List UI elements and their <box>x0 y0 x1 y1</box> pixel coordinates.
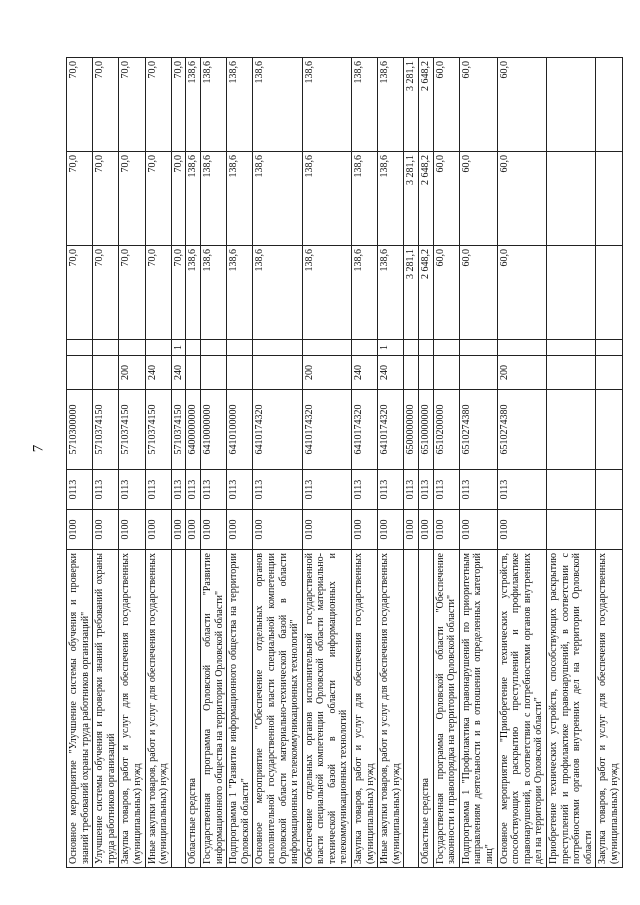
row-section-code: 0100 <box>93 510 119 550</box>
table-row <box>546 58 595 868</box>
row-subsection-code: 0113 <box>459 470 497 510</box>
row-amount-year1: 138,6 <box>186 246 201 340</box>
table-row <box>200 58 226 868</box>
row-subsection-code: 0113 <box>227 470 253 510</box>
row-kosgu <box>93 340 119 356</box>
row-expense-type <box>419 356 434 390</box>
row-kosgu <box>596 340 622 356</box>
row-expense-type <box>459 356 497 390</box>
row-expense-type: 200 <box>497 356 546 390</box>
row-amount-year3 <box>546 58 595 152</box>
row-amount-year3: 70,0 <box>67 58 93 152</box>
row-subsection-code: 0113 <box>419 470 434 510</box>
table-row <box>433 58 459 868</box>
row-section-code: 0100 <box>404 510 419 550</box>
row-target-article: 5710374150 <box>119 390 145 470</box>
row-target-article: 6510274380 <box>497 390 546 470</box>
row-expense-type <box>546 356 595 390</box>
row-amount-year3: 138,6 <box>378 58 404 152</box>
table-row <box>352 58 378 868</box>
row-amount-year2: 60,0 <box>433 152 459 246</box>
row-expense-type <box>253 356 302 390</box>
table-row <box>378 58 404 868</box>
row-subsection-code: 0113 <box>302 470 351 510</box>
row-kosgu <box>145 340 171 356</box>
row-amount-year2: 70,0 <box>171 152 186 246</box>
row-subsection-code: 0113 <box>497 470 546 510</box>
row-description: Государственная программа Орловской области "Развитие информационного общества на территории Орловской области" <box>200 550 226 868</box>
row-amount-year3 <box>596 58 622 152</box>
table-row <box>404 58 419 868</box>
row-description <box>171 550 186 868</box>
page-number: 7 <box>30 444 47 453</box>
row-amount-year1: 138,6 <box>352 246 378 340</box>
row-amount-year1: 70,0 <box>93 246 119 340</box>
row-amount-year3: 70,0 <box>119 58 145 152</box>
row-subsection-code: 0113 <box>433 470 459 510</box>
row-expense-type <box>404 356 419 390</box>
row-subsection-code: 0113 <box>93 470 119 510</box>
row-expense-type <box>433 356 459 390</box>
row-amount-year3: 138,6 <box>352 58 378 152</box>
table-row <box>497 58 546 868</box>
row-amount-year3: 70,0 <box>171 58 186 152</box>
budget-table-body <box>67 58 623 868</box>
row-expense-type: 240 <box>378 356 404 390</box>
row-kosgu <box>227 340 253 356</box>
row-target-article <box>546 390 595 470</box>
row-description: Государственная программа Орловской области "Обеспечение законности и правопорядка на территории Орловской области" <box>433 550 459 868</box>
row-amount-year2: 70,0 <box>119 152 145 246</box>
row-description: Иные закупки товаров, работ и услуг для обеспечения государственных (муниципальных) нужд <box>378 550 404 868</box>
row-amount-year2: 138,6 <box>227 152 253 246</box>
row-target-article: 6410174320 <box>378 390 404 470</box>
row-section-code: 0100 <box>186 510 201 550</box>
row-expense-type <box>186 356 201 390</box>
row-description: Закупка товаров, работ и услуг для обеспечения государственных (муниципальных) нужд <box>119 550 145 868</box>
row-section-code: 0100 <box>419 510 434 550</box>
row-amount-year1: 70,0 <box>67 246 93 340</box>
row-expense-type <box>93 356 119 390</box>
row-section-code: 0100 <box>433 510 459 550</box>
row-description: Подпрограмма 1 "Развитие информационного общества на территории Орловской области" <box>227 550 253 868</box>
row-section-code: 0100 <box>253 510 302 550</box>
row-target-article: 6410174320 <box>302 390 351 470</box>
table-row <box>145 58 171 868</box>
row-amount-year2: 138,6 <box>302 152 351 246</box>
row-kosgu <box>253 340 302 356</box>
row-section-code: 0100 <box>171 510 186 550</box>
table-row <box>302 58 351 868</box>
row-expense-type: 200 <box>119 356 145 390</box>
row-section-code <box>596 510 622 550</box>
row-amount-year2: 2 648,2 <box>419 152 434 246</box>
row-amount-year1: 2 648,2 <box>419 246 434 340</box>
row-amount-year3: 138,6 <box>302 58 351 152</box>
row-amount-year1 <box>596 246 622 340</box>
row-subsection-code <box>546 470 595 510</box>
row-expense-type: 240 <box>145 356 171 390</box>
row-target-article: 6410000000 <box>200 390 226 470</box>
row-description: Закупка товаров, работ и услуг для обеспечения государственных (муниципальных) нужд <box>596 550 622 868</box>
table-row <box>253 58 302 868</box>
row-section-code: 0100 <box>145 510 171 550</box>
row-section-code: 0100 <box>497 510 546 550</box>
row-kosgu <box>119 340 145 356</box>
row-section-code: 0100 <box>459 510 497 550</box>
row-section-code: 0100 <box>200 510 226 550</box>
row-subsection-code: 0113 <box>186 470 201 510</box>
row-amount-year1 <box>546 246 595 340</box>
row-amount-year1: 138,6 <box>378 246 404 340</box>
row-amount-year3: 3 281,1 <box>404 58 419 152</box>
row-amount-year3: 138,6 <box>200 58 226 152</box>
table-row <box>93 58 119 868</box>
row-expense-type: 240 <box>171 356 186 390</box>
row-subsection-code: 0113 <box>404 470 419 510</box>
row-kosgu <box>433 340 459 356</box>
table-row <box>186 58 201 868</box>
row-section-code: 0100 <box>227 510 253 550</box>
row-amount-year2: 138,6 <box>200 152 226 246</box>
table-row <box>596 58 622 868</box>
row-kosgu <box>497 340 546 356</box>
row-amount-year2: 60,0 <box>497 152 546 246</box>
row-kosgu <box>67 340 93 356</box>
row-amount-year3: 138,6 <box>186 58 201 152</box>
row-description <box>404 550 419 868</box>
row-amount-year3: 2 648,2 <box>419 58 434 152</box>
row-target-article: 5710374150 <box>171 390 186 470</box>
row-kosgu <box>302 340 351 356</box>
row-amount-year1: 3 281,1 <box>404 246 419 340</box>
row-amount-year1: 70,0 <box>145 246 171 340</box>
row-subsection-code: 0113 <box>119 470 145 510</box>
row-kosgu <box>546 340 595 356</box>
row-kosgu: 1 <box>378 340 404 356</box>
row-description: Основное мероприятие "Приобретение технических устройств, способствующих раскрытию преступлений и профилактике правонарушений, в соответствии с потребностями органов внутренних дел на территории Орловской области" <box>497 550 546 868</box>
row-amount-year3: 60,0 <box>497 58 546 152</box>
row-subsection-code: 0113 <box>67 470 93 510</box>
row-kosgu <box>419 340 434 356</box>
row-description: Подпрограмма 1 "Профилактика правонарушений по приоритетным направлениям деятельности и в отношении определенных категорий лиц" <box>459 550 497 868</box>
row-description: Обеспечение отдельных органов исполнительной государственной власти специальной компетенции Орловской области материально-технической базой в области информационных и телекоммуникационных технологий <box>302 550 351 868</box>
row-target-article: 5710374150 <box>93 390 119 470</box>
row-expense-type: 200 <box>302 356 351 390</box>
row-amount-year1: 60,0 <box>433 246 459 340</box>
row-subsection-code: 0113 <box>352 470 378 510</box>
row-subsection-code: 0113 <box>253 470 302 510</box>
row-target-article: 6510200000 <box>433 390 459 470</box>
row-description: Иные закупки товаров, работ и услуг для обеспечения государственных (муниципальных) нужд <box>145 550 171 868</box>
row-target-article: 6410100000 <box>227 390 253 470</box>
row-subsection-code: 0113 <box>378 470 404 510</box>
row-target-article: 6510274380 <box>459 390 497 470</box>
row-section-code: 0100 <box>378 510 404 550</box>
row-description: Областные средства <box>186 550 201 868</box>
row-amount-year1: 138,6 <box>227 246 253 340</box>
row-amount-year3: 138,6 <box>253 58 302 152</box>
row-description: Основное мероприятие "Обеспечение отдельных органов исполнительной государственной власти специальной компетенции Орловской области материально-технической базой в области информационных и телекоммуникационных технологий" <box>253 550 302 868</box>
row-description: Приобретение технических устройств, способствующих раскрытию преступлений и профилактике правонарушений, в соответствии с потребностями органов внутренних дел на территории Орловской области <box>546 550 595 868</box>
row-amount-year2: 138,6 <box>378 152 404 246</box>
row-amount-year3: 60,0 <box>459 58 497 152</box>
table-row <box>227 58 253 868</box>
row-amount-year3: 70,0 <box>145 58 171 152</box>
row-section-code <box>546 510 595 550</box>
table-row <box>67 58 93 868</box>
row-target-article: 5710300000 <box>67 390 93 470</box>
row-target-article: 5710374150 <box>145 390 171 470</box>
row-description: Закупка товаров, работ и услуг для обеспечения государственных (муниципальных) нужд <box>352 550 378 868</box>
row-subsection-code: 0113 <box>200 470 226 510</box>
row-section-code: 0100 <box>302 510 351 550</box>
row-expense-type <box>67 356 93 390</box>
row-section-code: 0100 <box>352 510 378 550</box>
row-kosgu <box>352 340 378 356</box>
row-kosgu <box>200 340 226 356</box>
row-target-article <box>596 390 622 470</box>
row-kosgu <box>459 340 497 356</box>
row-subsection-code <box>596 470 622 510</box>
row-expense-type <box>596 356 622 390</box>
row-description: Улучшение системы обучения и проверки знаний требований охраны труда работников организаций <box>93 550 119 868</box>
row-amount-year1: 138,6 <box>253 246 302 340</box>
row-amount-year2: 138,6 <box>352 152 378 246</box>
row-amount-year1: 60,0 <box>497 246 546 340</box>
table-row <box>459 58 497 868</box>
row-amount-year2: 70,0 <box>93 152 119 246</box>
table-row <box>119 58 145 868</box>
row-amount-year1: 138,6 <box>200 246 226 340</box>
row-expense-type <box>200 356 226 390</box>
row-subsection-code: 0113 <box>171 470 186 510</box>
row-description: Основное мероприятие "Улучшение системы обучения и проверки знаний требований охраны труда работников организаций" <box>67 550 93 868</box>
row-amount-year1: 70,0 <box>119 246 145 340</box>
row-amount-year2: 138,6 <box>253 152 302 246</box>
table-row <box>419 58 434 868</box>
row-target-article: 6510000000 <box>419 390 434 470</box>
row-expense-type <box>227 356 253 390</box>
row-kosgu: 1 <box>171 340 186 356</box>
row-kosgu <box>186 340 201 356</box>
row-section-code: 0100 <box>67 510 93 550</box>
budget-table <box>66 57 623 868</box>
row-expense-type: 240 <box>352 356 378 390</box>
row-amount-year2: 3 281,1 <box>404 152 419 246</box>
row-amount-year2 <box>596 152 622 246</box>
row-amount-year3: 138,6 <box>227 58 253 152</box>
row-amount-year2: 70,0 <box>67 152 93 246</box>
row-amount-year3: 70,0 <box>93 58 119 152</box>
row-description: Областные средства <box>419 550 434 868</box>
row-target-article: 6400000000 <box>186 390 201 470</box>
row-target-article: 6410174320 <box>253 390 302 470</box>
row-amount-year2: 138,6 <box>186 152 201 246</box>
rotated-page-content <box>66 58 620 868</box>
row-kosgu <box>404 340 419 356</box>
row-amount-year1: 60,0 <box>459 246 497 340</box>
row-amount-year1: 138,6 <box>302 246 351 340</box>
row-target-article: 6500000000 <box>404 390 419 470</box>
row-section-code: 0100 <box>119 510 145 550</box>
row-amount-year2: 60,0 <box>459 152 497 246</box>
row-target-article: 6410174320 <box>352 390 378 470</box>
row-subsection-code: 0113 <box>145 470 171 510</box>
row-amount-year1: 70,0 <box>171 246 186 340</box>
table-row <box>171 58 186 868</box>
row-amount-year2: 70,0 <box>145 152 171 246</box>
row-amount-year2 <box>546 152 595 246</box>
row-amount-year3: 60,0 <box>433 58 459 152</box>
